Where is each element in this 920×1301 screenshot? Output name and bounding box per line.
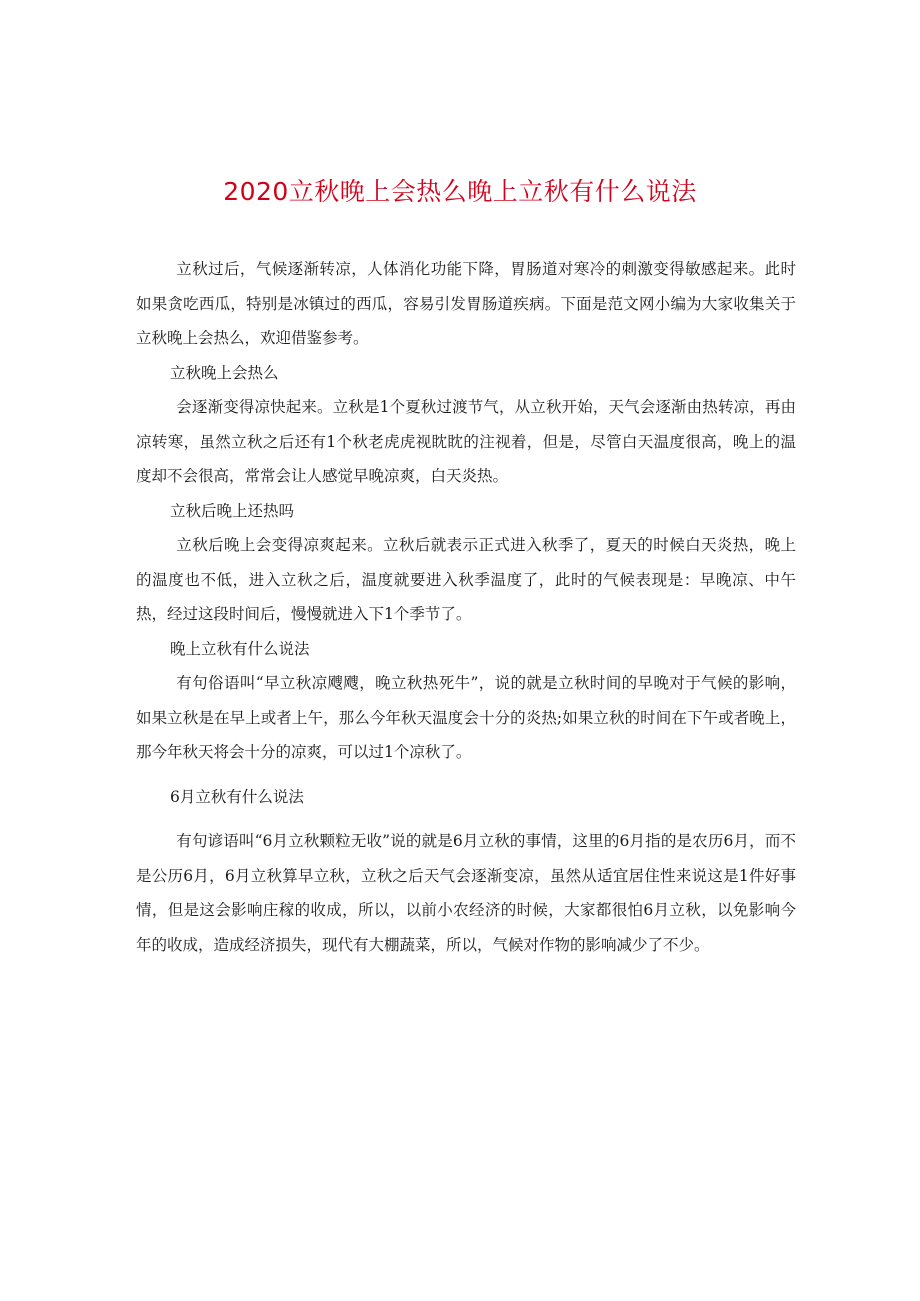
section-body-2: 立秋后晚上会变得凉爽起来。立秋后就表示正式进入秋季了，夏天的时候白天炎热，晚上的温度也不低，进入立秋之后，温度就要进入秋季温度了，此时的气候表现是：早晚凉、中午热，经过这段时间后，慢慢就进入下1个季节了。 <box>136 536 796 623</box>
intro-paragraph: 立秋过后，气候逐渐转凉，人体消化功能下降，胃肠道对寒冷的刺激变得敏感起来。此时如果贪吃西瓜，特别是冰镇过的西瓜，容易引发胃肠道疾病。下面是范文网小编为大家收集关于立秋晚上会热么，欢迎借鉴参考。 <box>136 260 796 347</box>
section-heading-4: 6月立秋有什么说法 <box>170 787 304 806</box>
document-title: 2020立秋晚上会热么晚上立秋有什么说法 <box>223 177 697 206</box>
section-heading-3: 晚上立秋有什么说法 <box>170 639 310 658</box>
section-heading-2: 立秋后晚上还热吗 <box>170 501 295 520</box>
section-body-3: 有句俗语叫“早立秋凉飕飕，晚立秋热死牛”，说的就是立秋时间的早晚对于气候的影响，如果立秋是在早上或者上午，那么今年秋天温度会十分的炎热;如果立秋的时间在下午或者晚上，那今年秋天将会十分的凉爽，可以过1个凉秋了。 <box>136 674 796 761</box>
section-heading-1: 立秋晚上会热么 <box>170 363 279 382</box>
document-body <box>136 252 796 962</box>
section-body-4: 有句谚语叫“6月立秋颗粒无收”说的就是6月立秋的事情，这里的6月指的是农历6月，而不是公历6月，6月立秋算早立秋，立秋之后天气会逐渐变凉，虽然从适宜居住性来说这是1件好事情，但是这会影响庄稼的收成，所以，以前小农经济的时候，大家都很怕6月立秋，以免影响今年的收成，造成经济损失，现代有大棚蔬菜，所以，气候对作物的影响减少了不少。 <box>136 832 796 954</box>
spacer <box>136 770 796 780</box>
spacer <box>136 814 796 824</box>
section-body-1: 会逐渐变得凉快起来。立秋是1个夏秋过渡节气，从立秋开始，天气会逐渐由热转凉，再由凉转寒，虽然立秋之后还有1个秋老虎虎视眈眈的注视着，但是，尽管白天温度很高，晚上的温度却不会很高，常常会让人感觉早晚凉爽，白天炎热。 <box>136 398 796 485</box>
